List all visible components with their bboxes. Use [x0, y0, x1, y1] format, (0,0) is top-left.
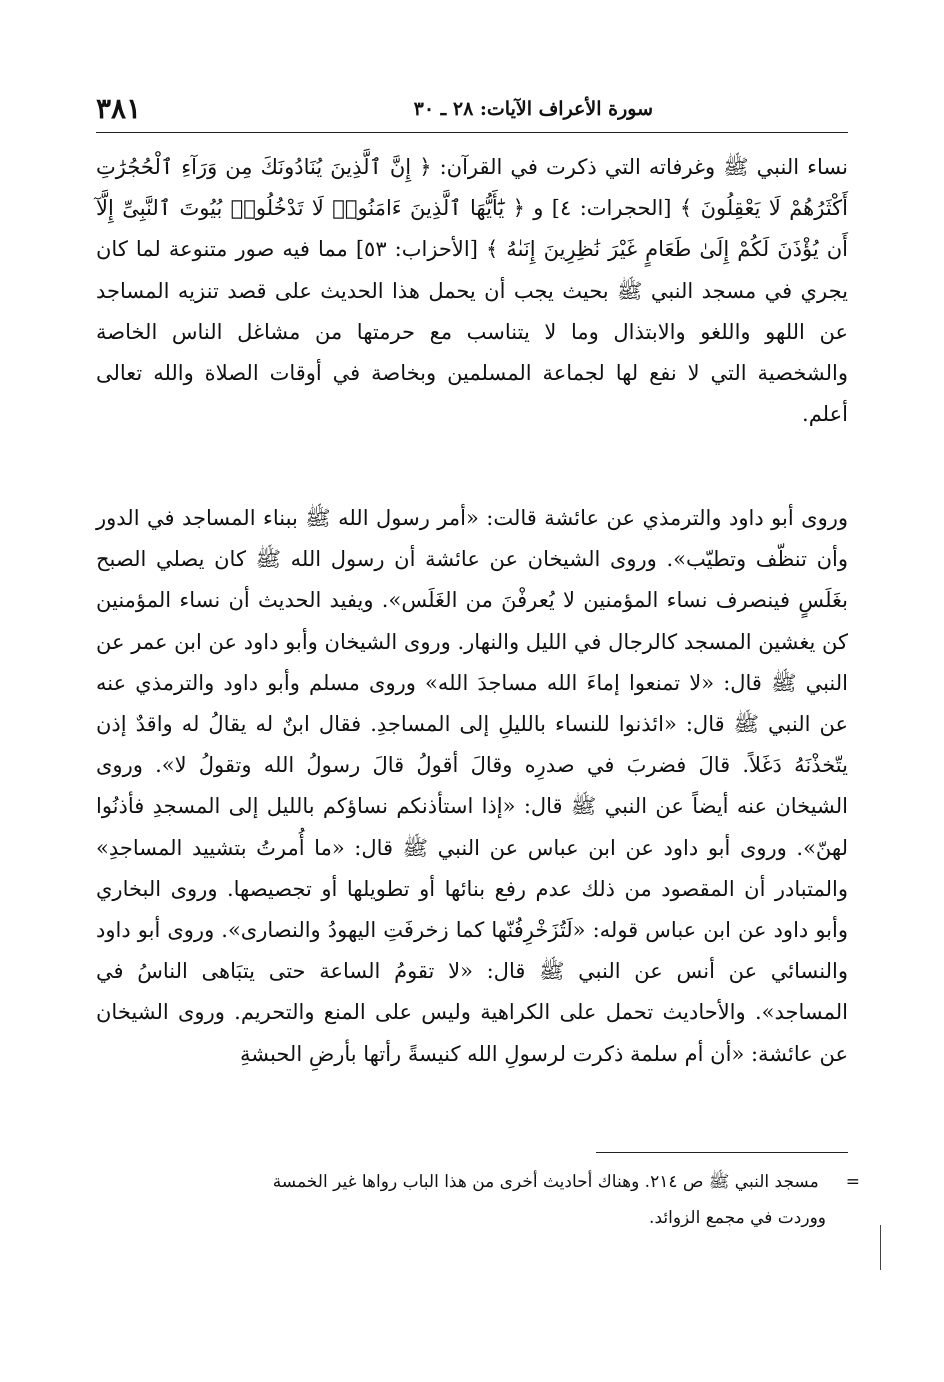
margin-mark: [880, 1225, 881, 1270]
body-paragraph-1: نساء النبي ﷺ وغرفاته التي ذكرت في القرآن: ﴿ إِنَّ ٱلَّذِينَ يُنَادُونَكَ مِن وَرَآءِ ٱلْحُجُرَٰتِ أَكْثَرُهُمْ لَا يَعْقِلُونَ ﴾ [الحجرات: ٤] و ﴿ يَٰٓأَيُّهَا ٱلَّذِينَ ءَامَنُوا۟ لَا تَدْخُلُوا۟ بُيُوتَ ٱلنَّبِىِّ إِلَّآ أَن يُؤْذَنَ لَكُمْ إِلَىٰ طَعَامٍ غَيْرَ نَٰظِرِينَ إِنَىٰهُ ﴾ [الأحزاب: ٥٣] مما فيه صور متنوعة لما كان يجري في مسجد النبي ﷺ بحيث يجب أن يحمل هذا الحديث على قصد تنزيه المساجد عن اللهو واللغو والابتذال وما لا يتناسب مع حرمتها من مشاغل الناس الخاصة والشخصية التي لا نفع لها لجماعة المسلمين وبخاصة في أوقات الصلاة والله تعالى أعلم.: [96, 155, 848, 427]
page-header: [96, 92, 848, 133]
page-number: ٣٨١: [96, 92, 142, 125]
footnote-divider: [596, 1152, 848, 1153]
body-paragraph-2: وروى أبو داود والترمذي عن عائشة قالت: «أمر رسول الله ﷺ ببناء المساجد في الدور وأن تنظّف وتطيّب». وروى الشيخان عن عائشة أن رسول الله ﷺ كان يصلي الصبح بغَلَسٍ فينصرف نساء المؤمنين لا يُعرفْنَ من الغَلَس». ويفيد الحديث أن نساء المؤمنين كن يغشين المسجد كالرجال في الليل والنهار. وروى الشيخان وأبو داود عن ابن عمر عن النبي ﷺ قال: «لا تمنعوا إماءَ الله مساجدَ الله» وروى مسلم وأبو داود والترمذي عنه عن النبي ﷺ قال: «ائذنوا للنساء بالليلِ إلى المساجدِ. فقال ابنٌ له يقالُ له واقدٌ إذن يتّخذْنَهُ دَغَلاً. قالَ فضربَ في صدرِه وقالَ أقولُ قالَ رسولُ الله وتقولُ لا». وروى الشيخان عنه أيضاً عن النبي ﷺ قال: «إذا استأذنكم نساؤكم بالليل إلى المسجدِ فأذنُوا لهنّ». وروى أبو داود عن ابن عباس عن النبي ﷺ قال: «ما أُمرتُ بتشييد المساجدِ» والمتبادر أن المقصود من ذلك عدم رفع بنائها أو تطويلها أو تجصيصها. وروى البخاري وأبو داود عن ابن عباس قوله: «لَتُزَخْرِفُنّها كما زخرفَتِ اليهودُ والنصارى». وروى أبو داود والنسائي عن أنس عن النبي ﷺ قال: «لا تقومُ الساعة حتى يتبَاهى الناسُ في المساجد». والأحاديث تحمل على الكراهية وليس على المنع والتحريم. وروى الشيخان عن عائشة: «أن أم سلمة ذكرت لرسولِ الله كنيسةً رأتها بأرضِ الحبشةِ: [96, 506, 849, 1066]
chapter-title: سورة الأعراف الآيات: ٢٨ ـ ٣٠: [413, 98, 653, 120]
footnote: [96, 1164, 860, 1236]
footnote-line-1: [96, 1164, 860, 1200]
footnote-line-2: ووردت في مجمع الزوائد.: [649, 1208, 826, 1228]
footnote-text-1: مسجد النبي ﷺ ص ٢١٤. وهناك أحاديث أخرى من هذا الباب رواها غير الخمسة: [272, 1172, 819, 1192]
footnote-marker: =: [845, 1172, 860, 1192]
